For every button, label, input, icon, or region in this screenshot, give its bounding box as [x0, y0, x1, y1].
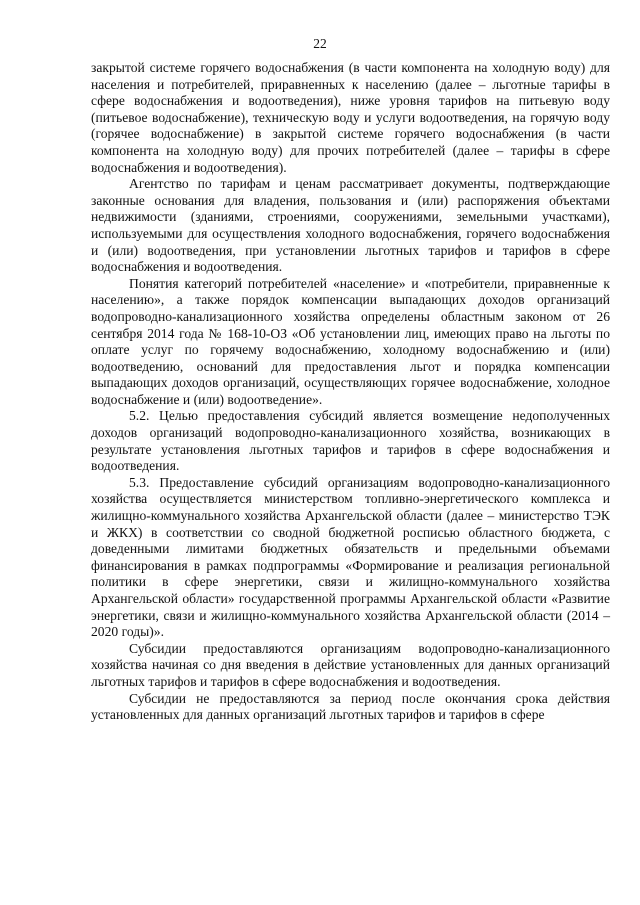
paragraph-agency-documents: Агентство по тарифам и ценам рассматривает документы, подтверждающие законные основания для владения, пользования и (или) распоряжения объектами недвижимости (зданиями, строениями, сооружениями, земельными участками), используемыми для осуществления холодного водоснабжения, горячего водоснабжения и (или) водоотведения, при установлении льготных тарифов и тарифов в сфере водоснабжения и водоотведения.: [91, 176, 610, 275]
paragraph-continuation: закрытой системе горячего водоснабжения (в части компонента на холодную воду) для населения и потребителей, приравненных к населению (далее – льготные тарифы в сфере водоснабжения и водоотведения), ниже уровня тарифов на питьевую воду (питьевое водоснабжение), техническую воду и услуги водоотведения, на горячую воду (горячее водоснабжение) в закрытой системе горячего водоснабжения (в части компонента на холодную воду) для прочих потребителей (далее – тарифы в сфере водоснабжения и водоотведения).: [91, 60, 610, 175]
paragraph-subsidies-end: Субсидии не предоставляются за период после окончания срока действия установленных для данных организаций льготных тарифов и тарифов в сфере: [91, 690, 610, 723]
paragraph-consumer-categories: Понятия категорий потребителей «население» и «потребители, приравненные к населению», а также порядок компенсации выпадающих доходов организаций водопроводно-канализационного хозяйства определены областным законом от 26 сентября 2014 года № 168-10-ОЗ «Об установлении лиц, имеющих право на льготы по оплате услуг по горячему водоснабжению, холодному водоснабжению и (или) водоотведению, оснований для предоставления льгот и порядка компенсации выпадающих доходов организаций, осуществляющих горячее водоснабжение, холодное водоснабжение и (или) водоотведение».: [91, 275, 610, 407]
paragraph-5-2: 5.2. Целью предоставления субсидий является возмещение недополученных доходов организаций водопроводно-канализационного хозяйства, возникающих в результате установления льготных тарифов и тарифов в сфере водоснабжения и водоотведения.: [91, 408, 610, 474]
page-number: 22: [313, 36, 327, 51]
document-body: [91, 60, 610, 724]
paragraph-5-3: 5.3. Предоставление субсидий организациям водопроводно-канализационного хозяйства осуществляется министерством топливно-энергетического комплекса и жилищно-коммунального хозяйства Архангельской области (далее – министерство ТЭК и ЖКХ) в соответствии со сводной бюджетной росписью областного бюджета, с доведенными лимитами бюджетных обязательств и предельными объемами финансирования в рамках подпрограммы «Формирование и реализация региональной политики в сфере энергетики, связи и жилищно-коммунального хозяйства Архангельской области» государственной программы Архангельской области «Развитие энергетики, связи и жилищно-коммунального хозяйства Архангельской области (2014 – 2020 годы)».: [91, 474, 610, 640]
paragraph-subsidies-start: Субсидии предоставляются организациям водопроводно-канализационного хозяйства начиная со дня введения в действие установленных для данных организаций льготных тарифов и тарифов в сфере водоснабжения и водоотведения.: [91, 640, 610, 689]
